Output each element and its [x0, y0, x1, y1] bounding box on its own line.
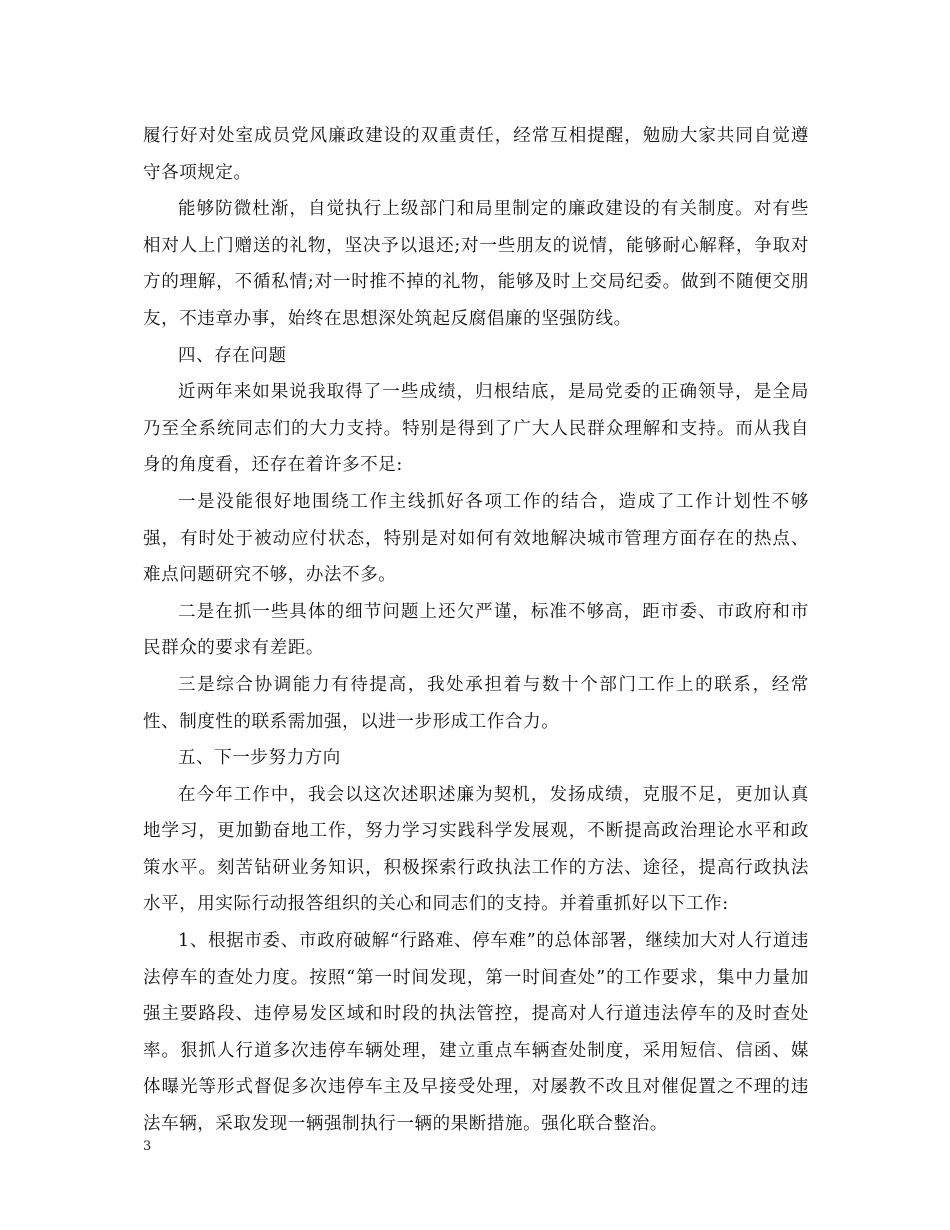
paragraph-problem-two: 二是在抓一些具体的细节问题上还欠严谨，标准不够高，距市委、市政府和市民群众的要求有差距。 — [143, 601, 809, 659]
section-heading-next-steps: 五、下一步努力方向 — [178, 748, 341, 769]
paragraph-next-steps-intro: 在今年工作中，我会以这次述职述廉为契机，发扬成绩，克服不足，更加认真地学习，更加勤奋地工作，努力学习实践科学发展观，不断提高政治理论水平和政策水平。刻苦钻研业务知识，积极探索行政执法工作的方法、途径，提高行政执法水平，用实际行动报答组织的关心和同志们的支持。并着重抓好以下工作: — [143, 784, 809, 915]
paragraph-task-one: 1、根据市委、市政府破解“行路难、停车难”的总体部署，继续加大对人行道违法停车的查处力度。按照“第一时间发现，第一时间查处”的工作要求，集中力量加强主要路段、违停易发区域和时段的执法管控，提高对人行道违法停车的及时查处率。狠抓人行道多次违停车辆处理，建立重点车辆查处制度，采用短信、信函、媒体曝光等形式督促多次违停车主及早接受处理，对屡教不改且对催促置之不理的违法车辆，采取发现一辆强制执行一辆的果断措施。强化联合整治。 — [143, 931, 809, 1135]
paragraph-continuation: 履行好对处室成员党风廉政建设的双重责任，经常互相提醒，勉励大家共同自觉遵守各项规定。 — [143, 126, 809, 183]
section-heading-problems: 四、存在问题 — [178, 345, 287, 366]
paragraph-integrity-measures: 能够防微杜渐，自觉执行上级部门和局里制定的廉政建设的有关制度。对有些相对人上门赠送的礼物，坚决予以退还;对一些朋友的说情，能够耐心解释，争取对方的理解，不循私情;对一时推不掉的礼物，能够及时上交局纪委。做到不随便交朋友，不违章办事，始终在思想深处筑起反腐倡廉的坚强防线。 — [143, 199, 809, 329]
paragraph-problem-three: 三是综合协调能力有待提高，我处承担着与数十个部门工作上的联系，经常性、制度性的联系需加强，以进一步形成工作合力。 — [143, 674, 809, 732]
paragraph-problems-intro: 近两年来如果说我取得了一些成绩，归根结底，是局党委的正确领导，是全局乃至全系统同志们的大力支持。特别是得到了广大人民群众理解和支持。而从我自身的角度看，还存在着许多不足: — [143, 382, 809, 476]
document-body — [143, 118, 809, 1143]
paragraph-problem-one: 一是没能很好地围绕工作主线抓好各项工作的结合，造成了工作计划性不够强，有时处于被动应付状态，特别是对如何有效地解决城市管理方面存在的热点、难点问题研究不够，办法不多。 — [143, 491, 809, 586]
page-number: 3 — [143, 1139, 152, 1154]
